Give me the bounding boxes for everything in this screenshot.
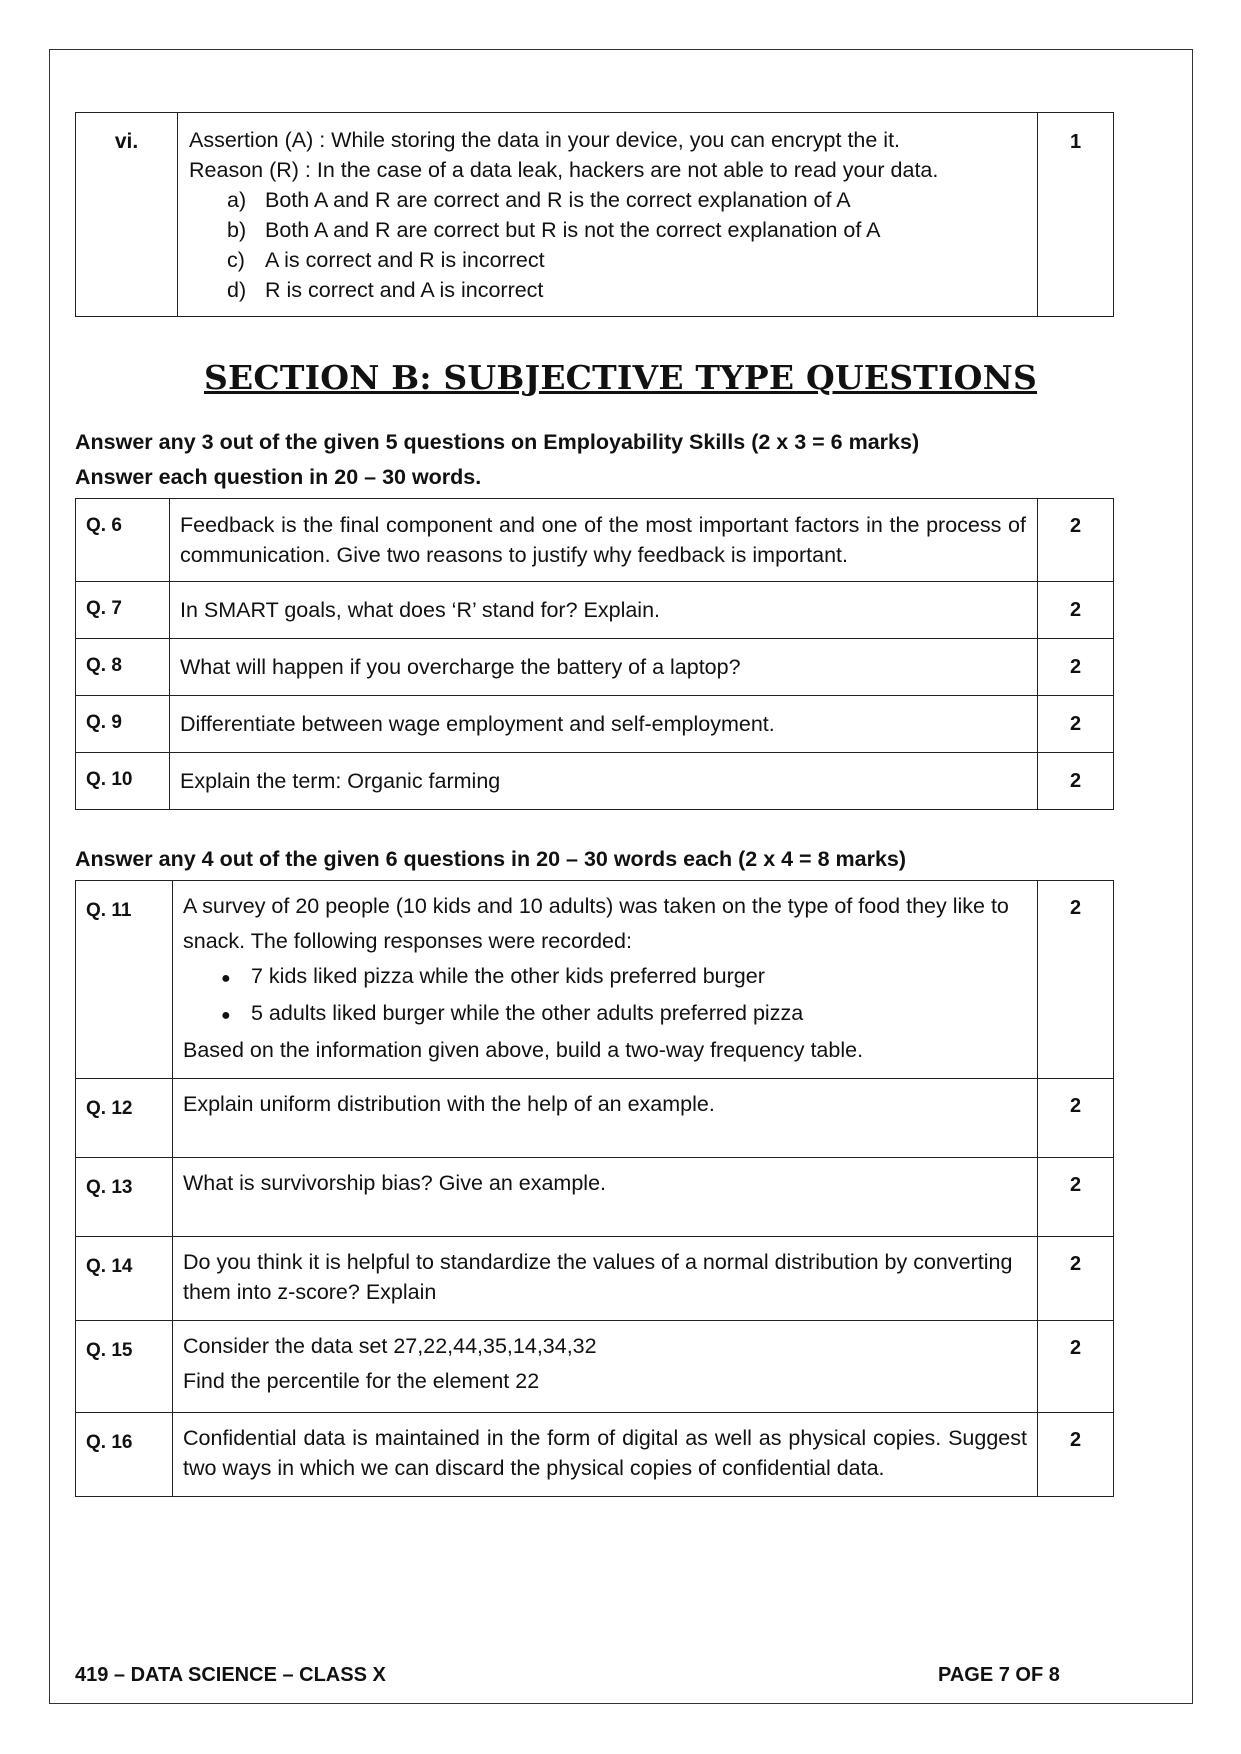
option-d: d) R is correct and A is incorrect (227, 278, 544, 302)
option-c: c) A is correct and R is incorrect (227, 248, 545, 272)
table-row (76, 753, 1114, 810)
table-row (76, 1413, 1114, 1497)
table-row (76, 1158, 1114, 1237)
bullet-icon: ● (221, 970, 231, 987)
option-list (189, 185, 1027, 305)
question-text: What will happen if you overcharge the battery of a laptop? (170, 639, 1038, 696)
question-number: Q. 7 (76, 582, 170, 639)
question-text (173, 881, 1038, 1079)
question-conclusion: Based on the information given above, build a two-way frequency table. (183, 1038, 864, 1062)
option-a: a) Both A and R are correct and R is the correct explanation of A (227, 188, 851, 212)
question-number: Q. 6 (76, 499, 170, 582)
question-text: Feedback is the final component and one of the most important factors in the process of communication. Give two reasons to justify why feedback is important. (170, 499, 1038, 582)
subject-questions-table (75, 880, 1114, 1497)
question-number: vi. (76, 113, 178, 317)
list-item: ● 5 adults liked burger while the other adults preferred pizza (183, 996, 1027, 1033)
question-number: Q. 11 (76, 881, 173, 1079)
question-marks: 2 (1038, 1321, 1114, 1413)
bullet-list (183, 959, 1027, 1033)
instruction-word-limit: Answer each question in 20 – 30 words. (75, 465, 482, 489)
question-text: Do you think it is helpful to standardize the values of a normal distribution by converting them into z-score? Explain (173, 1237, 1038, 1321)
list-item: ● 7 kids liked pizza while the other kids preferred burger (183, 959, 1027, 996)
bullet-icon: ● (221, 1007, 231, 1024)
question-intro: A survey of 20 people (10 kids and 10 adults) was taken on the type of food they like to snack. The following responses were recorded: (183, 894, 1009, 953)
question-marks: 2 (1038, 1237, 1114, 1321)
question-marks: 2 (1038, 1158, 1114, 1237)
question-vi-row (76, 113, 1114, 317)
question-text: Differentiate between wage employment and self-employment. (170, 696, 1038, 753)
question-marks: 2 (1038, 881, 1114, 1079)
table-row (76, 696, 1114, 753)
table-row (76, 881, 1114, 1079)
question-number: Q. 8 (76, 639, 170, 696)
question-marks: 2 (1038, 639, 1114, 696)
table-row (76, 1321, 1114, 1413)
question-number: Q. 9 (76, 696, 170, 753)
question-number: Q. 14 (76, 1237, 173, 1321)
question-vi-table (75, 112, 1114, 317)
footer-page-number: PAGE 7 OF 8 (938, 1664, 1060, 1686)
question-text: In SMART goals, what does ‘R’ stand for? Explain. (170, 582, 1038, 639)
question-marks: 2 (1038, 499, 1114, 582)
instruction-subject: Answer any 4 out of the given 6 questions in 20 – 30 words each (2 x 4 = 8 marks) (75, 847, 907, 871)
question-text: Explain the term: Organic farming (170, 753, 1038, 810)
question-number: Q. 16 (76, 1413, 173, 1497)
employability-questions-table (75, 498, 1114, 810)
table-row (76, 499, 1114, 582)
question-marks: 2 (1038, 753, 1114, 810)
question-marks: 2 (1038, 582, 1114, 639)
question-marks: 1 (1038, 113, 1114, 317)
question-line: Consider the data set 27,22,44,35,14,34,32 (183, 1334, 597, 1358)
question-number: Q. 10 (76, 753, 170, 810)
section-title: SECTION B: SUBJECTIVE TYPE QUESTIONS (204, 358, 1037, 397)
footer-course-label: 419 – DATA SCIENCE – CLASS X (75, 1664, 386, 1686)
question-text (178, 113, 1038, 317)
table-row (76, 1237, 1114, 1321)
table-row (76, 582, 1114, 639)
question-text: What is survivorship bias? Give an example. (173, 1158, 1038, 1237)
table-row (76, 1079, 1114, 1158)
question-number: Q. 12 (76, 1079, 173, 1158)
question-text: Explain uniform distribution with the help of an example. (173, 1079, 1038, 1158)
question-number: Q. 13 (76, 1158, 173, 1237)
table-row (76, 639, 1114, 696)
reason-text: Reason (R) : In the case of a data leak, hackers are not able to read your data. (189, 158, 939, 182)
question-text: Confidential data is maintained in the form of digital as well as physical copies. Suggest two ways in which we can discard the physical copies of confidential data. (173, 1413, 1038, 1497)
question-line: Find the percentile for the element 22 (183, 1369, 540, 1393)
question-number: Q. 15 (76, 1321, 173, 1413)
question-marks: 2 (1038, 696, 1114, 753)
question-text (173, 1321, 1038, 1413)
option-b: b) Both A and R are correct but R is not the correct explanation of A (227, 218, 881, 242)
question-marks: 2 (1038, 1079, 1114, 1158)
question-marks: 2 (1038, 1413, 1114, 1497)
assertion-text: Assertion (A) : While storing the data in your device, you can encrypt the it. (189, 128, 901, 152)
instruction-employability: Answer any 3 out of the given 5 questions on Employability Skills (2 x 3 = 6 marks) (75, 430, 920, 454)
